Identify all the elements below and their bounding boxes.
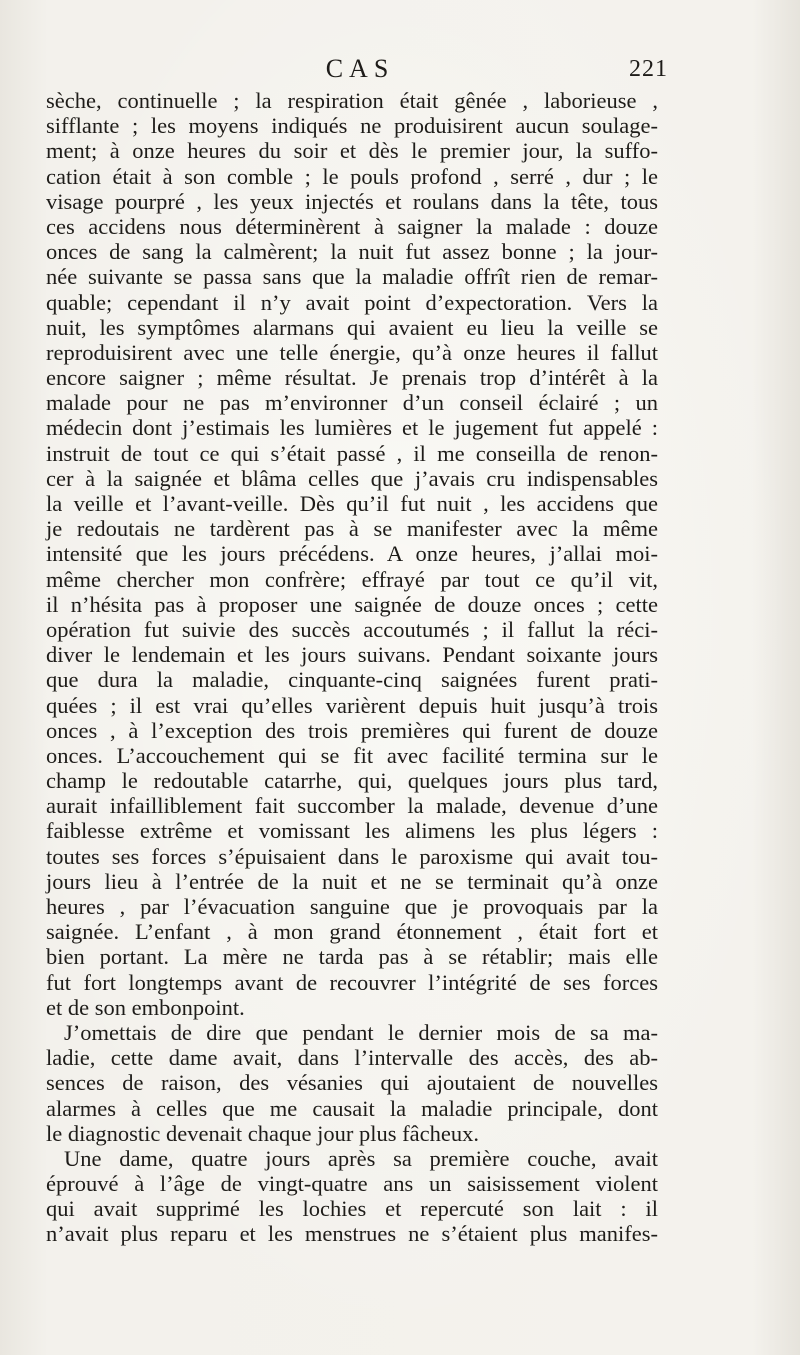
text-line: quées ; il est vrai qu’elles varièrent depuis huit jusqu’à trois xyxy=(46,692,658,718)
text-line: alarmes à celles que me causait la maladie principale, dont xyxy=(46,1095,658,1121)
running-head xyxy=(0,54,800,86)
text-line: ladie, cette dame avait, dans l’intervalle des accès, des ab- xyxy=(46,1045,658,1071)
text-line: médecin dont j’estimais les lumières et le jugement fut appelé : xyxy=(46,415,658,441)
text-line: reproduisirent avec une telle énergie, qu’à onze heures il fallut xyxy=(46,339,658,365)
text-line: encore saigner ; même résultat. Je prenais trop d’intérêt à la xyxy=(46,365,658,391)
text-line: nuit, les symptômes alarmans qui avaient eu lieu la veille se xyxy=(46,314,658,340)
text-line: éprouvé à l’âge de vingt-quatre ans un saisissement violent xyxy=(46,1171,658,1197)
text-line: heures , par l’évacuation sanguine que je provoquais par la xyxy=(46,894,658,919)
text-line: que dura la maladie, cinquante-cinq saignées furent prati- xyxy=(46,667,658,693)
text-line: n’avait plus reparu et les menstrues ne s’étaient plus manifes- xyxy=(46,1221,658,1247)
text-line: la veille et l’avant-veille. Dès qu’il fut nuit , les accidens que xyxy=(46,491,658,516)
text-line: et de son embonpoint. xyxy=(46,994,245,1020)
text-line: faiblesse extrême et vomissant les alimens les plus légers : xyxy=(46,818,658,844)
text-line: fut fort longtemps avant de recouvrer l’intégrité de ses forces xyxy=(46,969,658,995)
text-line: cation était à son comble ; le pouls profond , serré , dur ; le xyxy=(46,163,658,189)
text-line: onces. L’accouchement qui se fit avec facilité termina sur le xyxy=(46,742,658,768)
text-line: ces accidens nous déterminèrent à saigner la malade : douze xyxy=(46,213,658,239)
text-line: saignée. L’enfant , à mon grand étonnement , était fort et xyxy=(46,919,658,945)
text-line: sèche, continuelle ; la respiration était gênée , laborieuse , xyxy=(46,88,658,113)
text-line: onces de sang la calmèrent; la nuit fut assez bonne ; la jour- xyxy=(46,239,658,265)
text-line: champ le redoutable catarrhe, qui, quelques jours plus tard, xyxy=(46,768,658,794)
text-line: il n’hésita pas à proposer une saignée de douze onces ; cette xyxy=(46,591,658,617)
text-line: bien portant. La mère ne tarda pas à se rétablir; mais elle xyxy=(46,944,658,970)
text-line: quable; cependant il n’y avait point d’expectoration. Vers la xyxy=(46,289,658,315)
text-line: toutes ses forces s’épuisaient dans le paroxisme qui avait tou- xyxy=(46,843,658,869)
text-line: visage pourpré , les yeux injectés et roulans dans la tête, tous xyxy=(46,188,658,214)
text-line: intensité que les jours précédens. A onze heures, j’allai moi- xyxy=(46,541,658,567)
text-line: aurait infailliblement fait succomber la malade, devenue d’une xyxy=(46,793,658,819)
text-line: cer à la saignée et blâma celles que j’avais cru indispensables xyxy=(46,465,658,491)
text-line: née suivante se passa sans que la maladie offrît rien de remar- xyxy=(46,264,658,290)
text-line: sifflante ; les moyens indiqués ne produisirent aucun soulage- xyxy=(46,113,658,139)
text-line: qui avait supprimé les lochies et repercuté son lait : il xyxy=(46,1196,658,1222)
text-line: J’omettais de dire que pendant le dernier mois de sa ma- xyxy=(64,1019,658,1045)
text-line: diver le lendemain et les jours suivans. Pendant soixante jours xyxy=(46,642,658,668)
text-line: je redoutais ne tardèrent pas à se manifester avec la même xyxy=(46,516,658,542)
text-line: le diagnostic devenait chaque jour plus fâcheux. xyxy=(46,1120,479,1146)
text-line: ment; à onze heures du soir et dès le premier jour, la suffo- xyxy=(46,138,658,164)
body-text xyxy=(46,88,658,1247)
text-line: sences de raison, des vésanies qui ajoutaient de nouvelles xyxy=(46,1070,658,1096)
text-line: onces , à l’exception des trois premières qui furent de douze xyxy=(46,717,658,743)
page-number: 221 xyxy=(629,56,668,82)
text-line: jours lieu à l’entrée de la nuit et ne se terminait qu’à onze xyxy=(46,868,658,894)
text-line: Une dame, quatre jours après sa première couche, avait xyxy=(64,1145,658,1171)
text-line: même chercher mon confrère; effrayé par tout ce qu’il vit, xyxy=(46,566,658,592)
text-line: opération fut suivie des succès accoutumés ; il fallut la réci- xyxy=(46,616,658,642)
text-line: malade pour ne pas m’environner d’un conseil éclairé ; un xyxy=(46,390,658,416)
text-line: instruit de tout ce qui s’était passé , il me conseilla de renon- xyxy=(46,440,658,466)
running-head-title: CAS xyxy=(325,54,395,83)
